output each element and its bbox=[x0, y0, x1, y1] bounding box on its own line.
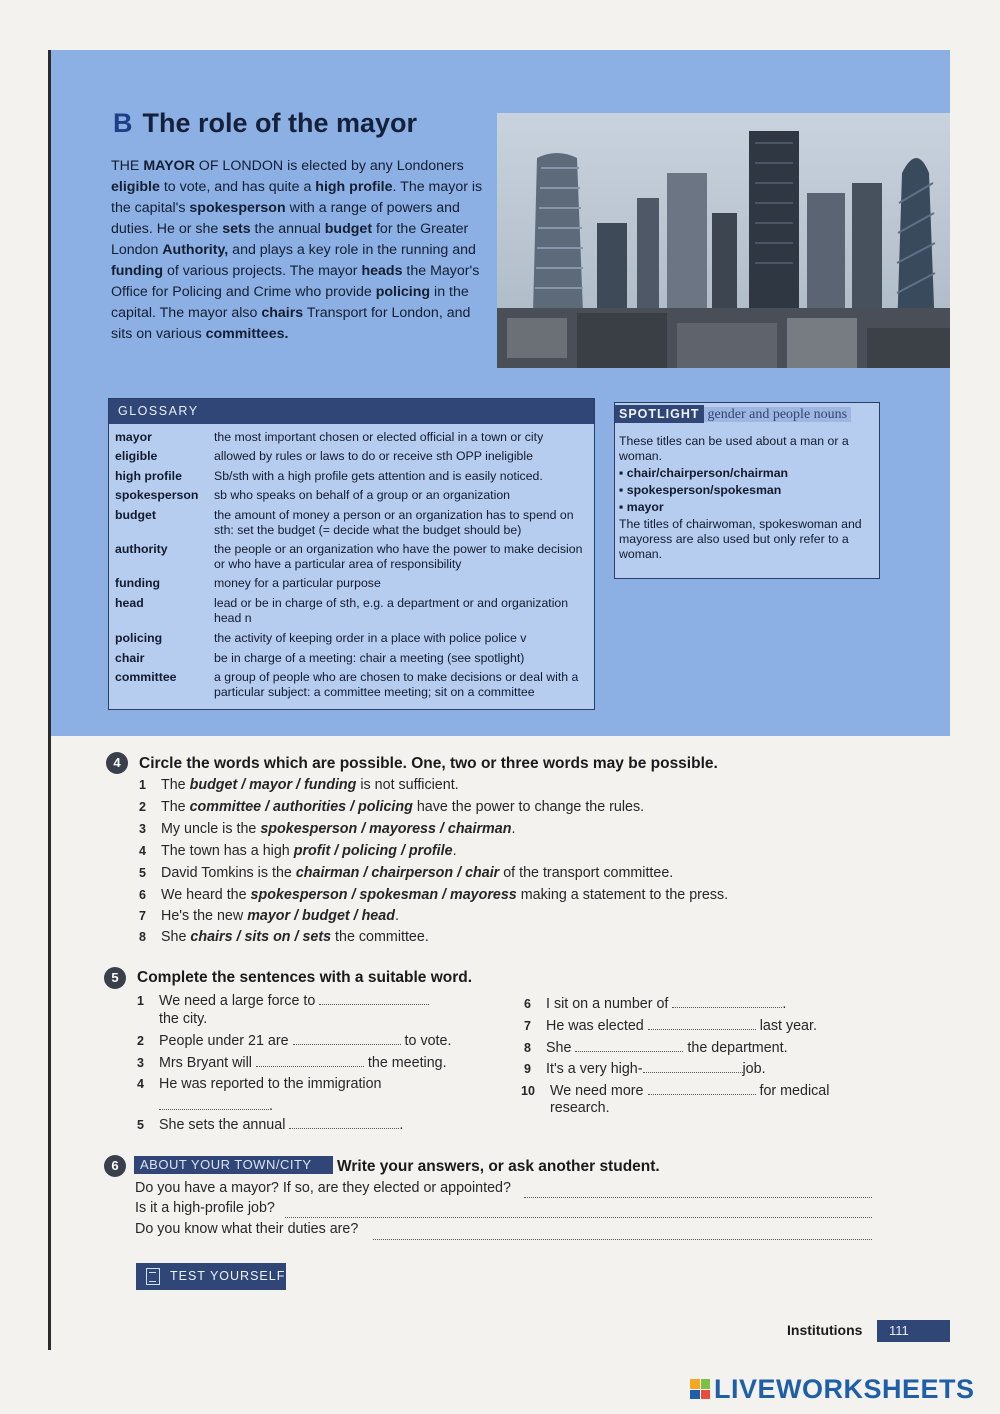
glossary-definition: the most important chosen or elected official in a town or city bbox=[214, 430, 544, 444]
glossary-term: policing bbox=[115, 631, 163, 645]
glossary-term: mayor bbox=[115, 430, 152, 444]
ex5-blank-5[interactable] bbox=[289, 1116, 399, 1129]
ex5-item-9: 9 It's a very high- job. bbox=[524, 1061, 766, 1077]
section-letter: B bbox=[113, 108, 133, 138]
spotlight-subtitle: gender and people nouns bbox=[704, 407, 852, 422]
ex6-question-3: Do you know what their duties are? bbox=[135, 1221, 359, 1237]
ex5-item-4-cont: . bbox=[159, 1097, 273, 1114]
intro-run: policing bbox=[375, 284, 431, 300]
ex5-item-7: 7 He was elected last year. bbox=[524, 1018, 817, 1034]
spotlight-body bbox=[615, 426, 879, 562]
section-title-text: The role of the mayor bbox=[142, 108, 418, 138]
ex6-question-2: Is it a high-profile job? bbox=[135, 1200, 275, 1216]
exercise-5-heading: Complete the sentences with a suitable word. bbox=[137, 969, 473, 986]
ex5-blank-10[interactable] bbox=[648, 1082, 756, 1095]
glossary-term: committee bbox=[115, 670, 177, 684]
intro-run: heads bbox=[361, 263, 403, 279]
ex5-item-1: 1 We need a large force to bbox=[137, 992, 429, 1009]
ex5-item-2: 2 People under 21 are to vote. bbox=[137, 1033, 452, 1049]
ex5-item-5: 5 She sets the annual . bbox=[137, 1117, 404, 1133]
intro-run: for the Greater London bbox=[111, 221, 469, 258]
ex6-answer-2[interactable] bbox=[285, 1216, 872, 1218]
ex6-question-1: Do you have a mayor? If so, are they elected or appointed? bbox=[135, 1180, 511, 1196]
intro-run: . The mayor is the capital's bbox=[111, 179, 483, 216]
ex5-blank-8[interactable] bbox=[575, 1039, 683, 1052]
ex5-blank-2[interactable] bbox=[293, 1032, 401, 1045]
spotlight-label: SPOTLIGHT bbox=[615, 405, 704, 423]
ex5-blank-3[interactable] bbox=[256, 1054, 364, 1067]
glossary-definition: Sb/sth with a high profile gets attention and is easily noticed. bbox=[214, 469, 543, 483]
spotlight-bullet: ▪ spokesperson/spokesman bbox=[619, 483, 782, 497]
glossary-definition: sb who speaks on behalf of a group or an organization bbox=[214, 488, 511, 502]
ex6-answer-3[interactable] bbox=[373, 1238, 872, 1240]
glossary-term: budget bbox=[115, 508, 156, 522]
intro-run: in the capital. The mayor also bbox=[111, 284, 469, 321]
ex5-blank-6[interactable] bbox=[672, 995, 782, 1008]
ex5-item-10-cont: research. bbox=[550, 1100, 610, 1116]
ex4-item-4: 4 The town has a high profit / policing / profile. bbox=[139, 843, 457, 859]
spotlight-bullet: ▪ mayor bbox=[619, 500, 664, 514]
exercise-4-number: 4 bbox=[106, 752, 128, 774]
page-number: 111 bbox=[877, 1320, 950, 1342]
glossary-definition: allowed by rules or laws to do or receive sth OPP ineligible bbox=[214, 449, 533, 463]
exercise-6-heading: Write your answers, or ask another student. bbox=[337, 1158, 660, 1175]
ex4-options[interactable]: spokesperson / spokesman / mayoress bbox=[250, 887, 517, 903]
ex4-options[interactable]: chairman / chairperson / chair bbox=[295, 865, 500, 881]
glossary-definition: money for a particular purpose bbox=[214, 576, 381, 590]
intro-run: of various projects. The mayor bbox=[163, 263, 362, 279]
intro-run: MAYOR bbox=[143, 158, 195, 174]
liveworksheets-logo bbox=[690, 1374, 975, 1404]
spotlight-bullet: ▪ chair/chairperson/chairman bbox=[619, 466, 789, 480]
glossary-definition: a group of people who are chosen to make decisions or deal with a particular subject: a committee meeting; sit on a committee bbox=[214, 670, 579, 699]
test-yourself-label: TEST YOURSELF bbox=[170, 1269, 286, 1283]
intro-run: Authority, bbox=[162, 242, 229, 258]
glossary-definition: lead or be in charge of sth, e.g. a department or and organization head n bbox=[214, 596, 569, 625]
ex5-item-6: 6 I sit on a number of . bbox=[524, 996, 787, 1012]
intro-run: spokesperson bbox=[189, 200, 286, 216]
section-title bbox=[113, 108, 417, 139]
ex6-answer-1[interactable] bbox=[524, 1196, 872, 1198]
intro-run: Transport for London, and sits on various bbox=[111, 305, 471, 342]
liveworksheets-wordmark: LIVEWORKSHEETS bbox=[714, 1373, 975, 1404]
intro-run: the Mayor's Office for Policing and Crime who provide bbox=[111, 263, 480, 300]
intro-run: funding bbox=[111, 263, 163, 279]
glossary-definition: the amount of money a person or an organization has to spend on sth: set the budget (= decide what the budget should be) bbox=[214, 508, 574, 537]
spotlight-intro: These titles can be used about a man or a woman. bbox=[619, 434, 849, 463]
ex4-item-1: 1 The budget / mayor / funding is not sufficient. bbox=[139, 777, 459, 793]
ex4-options[interactable]: chairs / sits on / sets bbox=[190, 929, 332, 945]
intro-run: high profile bbox=[315, 179, 393, 195]
intro-run: eligible bbox=[111, 179, 160, 195]
glossary-definition: be in charge of a meeting: chair a meeting (see spotlight) bbox=[214, 651, 525, 665]
ex5-item-10: 10 We need more for medical bbox=[521, 1083, 830, 1099]
ex4-item-6: 6 We heard the spokesperson / spokesman / mayoress making a statement to the press. bbox=[139, 887, 729, 903]
ex4-options[interactable]: spokesperson / mayoress / chairman bbox=[260, 821, 512, 837]
glossary-term: chair bbox=[115, 651, 145, 665]
exercise-5-number: 5 bbox=[104, 967, 126, 989]
ex4-options[interactable]: committee / authorities / policing bbox=[189, 799, 413, 815]
intro-run: to vote, and has quite a bbox=[159, 179, 316, 195]
intro-run: the annual bbox=[250, 221, 325, 237]
ex5-blank-1[interactable] bbox=[319, 992, 429, 1005]
glossary-term: high profile bbox=[115, 469, 182, 483]
intro-run: budget bbox=[324, 221, 373, 237]
glossary-term: eligible bbox=[115, 449, 158, 463]
glossary-title: GLOSSARY bbox=[109, 399, 594, 424]
glossary-term: spokesperson bbox=[115, 488, 199, 502]
spotlight-box bbox=[614, 402, 880, 579]
intro-run: with a range of powers and duties. He or she bbox=[111, 200, 460, 237]
ex4-item-3: 3 My uncle is the spokesperson / mayoress / chairman. bbox=[139, 821, 516, 837]
ex5-blank-4[interactable] bbox=[159, 1097, 269, 1110]
intro-paragraph bbox=[111, 156, 486, 345]
glossary-term: funding bbox=[115, 576, 161, 590]
intro-run: committees. bbox=[205, 326, 289, 342]
exercise-4-heading: Circle the words which are possible. One, two or three words may be possible. bbox=[139, 755, 718, 772]
ex4-options[interactable]: mayor / budget / head bbox=[247, 908, 395, 924]
intro-run: sets bbox=[222, 221, 251, 237]
notebook-icon bbox=[146, 1268, 160, 1285]
glossary-box bbox=[108, 398, 595, 710]
ex4-options[interactable]: profit / policing / profile bbox=[293, 843, 453, 859]
intro-run: OF LONDON is elected by any Londoners bbox=[194, 158, 464, 174]
test-yourself-button[interactable] bbox=[136, 1263, 286, 1290]
ex4-item-7: 7 He's the new mayor / budget / head. bbox=[139, 908, 399, 924]
ex5-blank-9[interactable] bbox=[643, 1060, 743, 1073]
glossary-term: head bbox=[115, 596, 144, 610]
ex4-item-8: 8 She chairs / sits on / sets the committee. bbox=[139, 929, 429, 945]
ex4-item-5: 5 David Tomkins is the chairman / chairperson / chair of the transport committee. bbox=[139, 865, 674, 881]
ex4-options[interactable]: budget / mayor / funding bbox=[189, 777, 357, 793]
glossary-definition: the activity of keeping order in a place with police police v bbox=[214, 631, 527, 645]
glossary-term: authority bbox=[115, 542, 168, 556]
footer-chapter: Institutions bbox=[787, 1322, 863, 1338]
ex5-item-8: 8 She the department. bbox=[524, 1040, 788, 1056]
ex5-blank-7[interactable] bbox=[648, 1017, 756, 1030]
intro-run: THE bbox=[111, 158, 144, 174]
about-your-town-tag: ABOUT YOUR TOWN/CITY bbox=[134, 1156, 333, 1174]
intro-run: and plays a key role in the running and bbox=[228, 242, 476, 258]
exercise-6-number: 6 bbox=[104, 1155, 126, 1177]
spotlight-outro: The titles of chairwoman, spokeswoman and mayoress are also used but only refer to a woman. bbox=[619, 517, 862, 561]
spotlight-header bbox=[615, 403, 879, 426]
ex4-item-2: 2 The committee / authorities / policing have the power to change the rules. bbox=[139, 799, 645, 815]
intro-run: chairs bbox=[261, 305, 304, 321]
ex5-item-4: 4 He was reported to the immigration bbox=[137, 1076, 382, 1092]
london-skyline-photo bbox=[497, 113, 950, 368]
liveworksheets-mark-icon bbox=[690, 1379, 710, 1399]
glossary-definition: the people or an organization who have the power to make decision or who have a particular area of responsibility bbox=[214, 542, 583, 571]
ex5-item-3: 3 Mrs Bryant will the meeting. bbox=[137, 1055, 447, 1071]
ex5-item-1-cont: the city. bbox=[159, 1011, 208, 1027]
